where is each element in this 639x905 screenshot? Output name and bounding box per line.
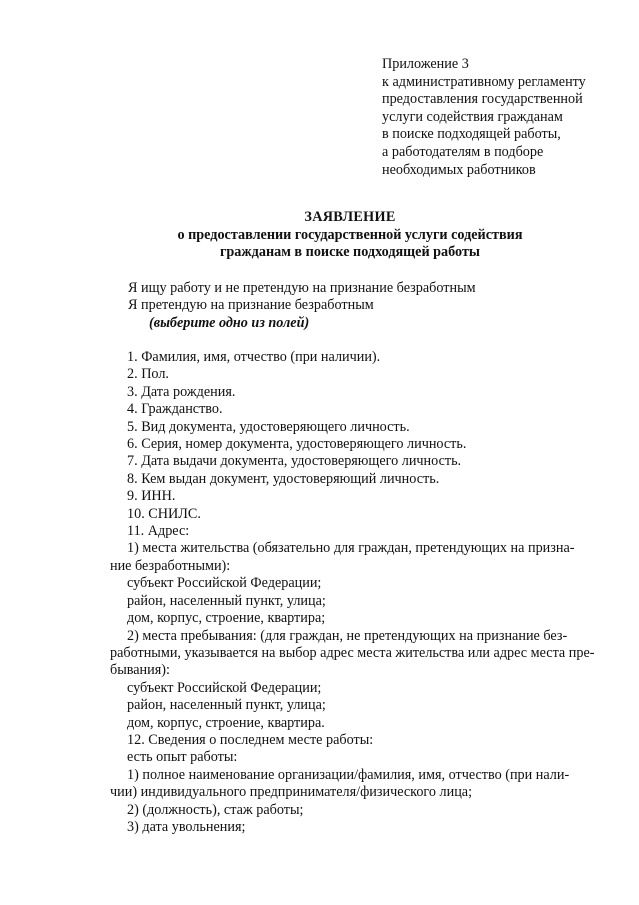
form-item: 1) места жительства (обязательно для граждан, претендующих на призна- xyxy=(127,540,575,557)
choice-hint: (выберите одно из полей) xyxy=(149,314,310,331)
form-item: бывания): xyxy=(110,662,170,679)
form-item: ние безработными): xyxy=(110,557,231,574)
choice-options xyxy=(128,280,608,332)
choice-option-2[interactable]: Я претендую на признание безработным xyxy=(128,297,374,314)
form-item: 3) дата увольнения; xyxy=(127,818,246,835)
form-item: дом, корпус, строение, квартира. xyxy=(127,714,325,731)
title-main: ЗАЯВЛЕНИЕ xyxy=(304,209,396,225)
form-item: 1) полное наименование организации/фамилия, имя, отчество (при нали- xyxy=(127,766,570,783)
title-sub: о предоставлении государственной услуги содействия xyxy=(177,226,523,243)
form-item: 10. СНИЛС. xyxy=(127,505,201,522)
appendix-line: а работодателям в подборе xyxy=(382,143,544,160)
form-item: 4. Гражданство. xyxy=(127,401,223,418)
appendix-header xyxy=(382,56,627,179)
form-item: 11. Адрес: xyxy=(127,523,190,540)
appendix-line: предоставления государственной xyxy=(382,91,583,108)
form-item: 8. Кем выдан документ, удостоверяющий личность. xyxy=(127,470,440,487)
form-item: 12. Сведения о последнем месте работы: xyxy=(127,731,374,748)
form-item: чии) индивидуального предпринимателя/физического лица; xyxy=(110,784,473,801)
appendix-line: к административному регламенту xyxy=(382,73,586,90)
form-item: работными, указывается на выбор адрес места жительства или адрес места пре- xyxy=(110,644,595,661)
form-item: субъект Российской Федерации; xyxy=(127,575,322,592)
form-item: 2. Пол. xyxy=(127,366,169,383)
form-item: 1. Фамилия, имя, отчество (при наличии). xyxy=(127,349,381,365)
form-item: 6. Серия, номер документа, удостоверяющего личность. xyxy=(127,436,467,453)
appendix-line: в поиске подходящей работы, xyxy=(382,126,561,143)
title-sub: гражданам в поиске подходящей работы xyxy=(219,244,481,260)
form-item: субъект Российской Федерации; xyxy=(127,679,322,696)
choice-option-1[interactable]: Я ищу работу и не претендую на признание безработным xyxy=(128,280,476,296)
form-item: есть опыт работы: xyxy=(127,749,238,766)
form-item: 3. Дата рождения. xyxy=(127,383,236,400)
form-item: 2) места пребывания: (для граждан, не претендующих на признание без- xyxy=(127,627,568,644)
form-item: 9. ИНН. xyxy=(127,488,176,505)
document-title xyxy=(60,209,639,262)
form-item: дом, корпус, строение, квартира; xyxy=(127,610,326,627)
appendix-line: необходимых работников xyxy=(382,161,536,178)
form-item: 5. Вид документа, удостоверяющего личность. xyxy=(127,418,410,435)
appendix-line: Приложение 3 xyxy=(382,56,469,72)
form-item: 7. Дата выдачи документа, удостоверяющего личность. xyxy=(127,453,462,470)
form-item: район, населенный пункт, улица; xyxy=(127,592,326,609)
form-item: район, населенный пункт, улица; xyxy=(127,697,326,714)
form-items xyxy=(110,349,610,836)
form-item: 2) (должность), стаж работы; xyxy=(127,801,304,818)
appendix-line: услуги содействия гражданам xyxy=(382,108,563,125)
